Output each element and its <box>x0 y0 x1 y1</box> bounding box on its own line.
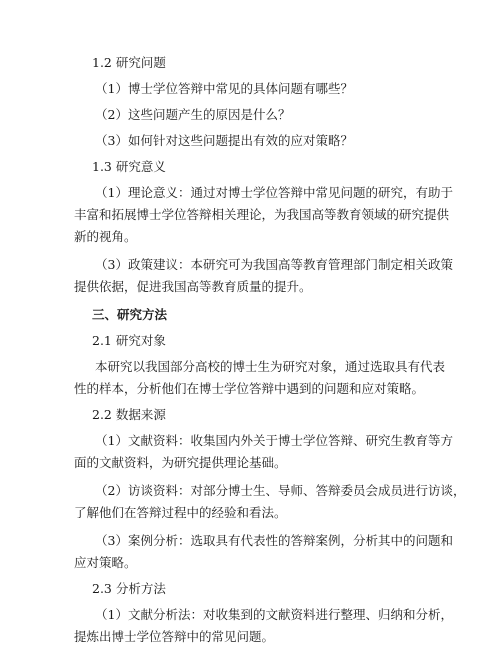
paragraph-line: 丰富和拓展博士学位答辩相关理论，为我国高等教育领域的研究提供 <box>74 207 450 222</box>
paragraph-line: 提炼出博士学位答辩中的常见问题。 <box>74 629 275 644</box>
section-2-1-heading: 2.1 研究对象 <box>92 333 166 348</box>
paragraph-line: 面的文献资料，为研究提供理论基础。 <box>74 455 287 470</box>
paragraph-line: 了解他们在答辩过程中的经验和看法。 <box>74 505 287 520</box>
theory-significance-paragraph <box>74 182 453 248</box>
section-3-heading: 三、研究方法 <box>92 307 168 322</box>
paragraph-line: （1）文献资料：收集国内外关于博士学位答辩、研究生教育等方 <box>95 433 453 448</box>
paragraph-line: （3）案例分析：选取具有代表性的答辩案例，分析其中的问题和 <box>95 533 453 548</box>
section-2-3-heading: 2.3 分析方法 <box>92 581 166 596</box>
section-1-3-heading: 1.3 研究意义 <box>92 159 166 174</box>
paragraph-line: 性的样本，分析他们在博士学位答辩中遇到的问题和应对策略。 <box>74 381 425 396</box>
interview-data-paragraph <box>74 480 466 524</box>
case-analysis-paragraph <box>74 530 453 574</box>
paragraph-line: 本研究以我国部分高校的博士生为研究对象，通过选取具有代表 <box>95 359 446 374</box>
paragraph-line: 应对策略。 <box>74 555 137 570</box>
paragraph-line: （1）理论意义：通过对博士学位答辩中常见问题的研究，有助于 <box>95 185 453 200</box>
literature-data-paragraph <box>74 430 453 474</box>
question-3: （3）如何针对这些问题提出有效的应对策略？ <box>95 133 353 148</box>
policy-suggestion-paragraph <box>74 254 453 298</box>
question-1: （1）博士学位答辩中常见的具体问题有哪些？ <box>95 81 353 96</box>
paragraph-line: 新的视角。 <box>74 229 137 244</box>
section-1-2-heading: 1.2 研究问题 <box>92 55 166 70</box>
paragraph-line: 提供依据，促进我国高等教育质量的提升。 <box>74 279 312 294</box>
document-page <box>74 52 466 648</box>
paragraph-line: （2）访谈资料：对部分博士生、导师、答辩委员会成员进行访谈， <box>95 483 466 498</box>
section-2-2-heading: 2.2 数据来源 <box>92 407 166 422</box>
paragraph-line: （3）政策建议：本研究可为我国高等教育管理部门制定相关政策 <box>95 257 453 272</box>
literature-analysis-paragraph <box>74 604 453 648</box>
research-object-paragraph <box>74 356 446 400</box>
question-2: （2）这些问题产生的原因是什么？ <box>95 107 291 122</box>
paragraph-line: （1）文献分析法：对收集到的文献资料进行整理、归纳和分析， <box>95 607 453 622</box>
